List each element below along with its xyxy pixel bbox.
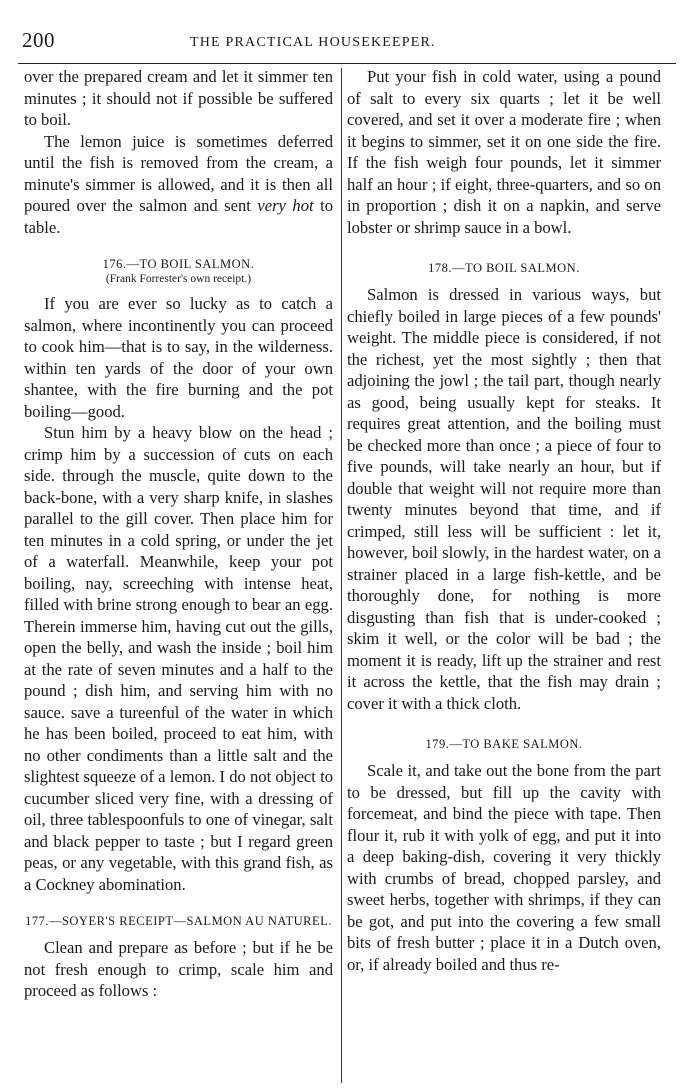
paragraph — [24, 131, 333, 239]
running-head: THE PRACTICAL HOUSEKEEPER. — [190, 35, 436, 50]
paragraph: over the prepared cream and let it simmer ten minutes ; it should not if possible be suffered to boil. — [24, 67, 333, 129]
paragraph-text: The lemon juice is sometimes deferred until the fish is removed from the cream, a minute's simmer is allowed, and it is then all poured over the salmon and sent — [24, 131, 333, 215]
paragraph: Salmon is dressed in various ways, but chiefly boiled in large pieces of a few pounds' weight. The middle piece is considered, if not the richest, yet the most sightly ; then that adjoining the jowl ; the tail part, though nearly as good, being usually kept for steaks. It requires great attention, and the boiling must be checked more than once ; a piece of four to five pounds, will take nearly an hour, but if double that weight will not require more than twenty minutes beyond that time, and if crimped, still less will be sufficient : let it, however, boil slowly, in the hardest water, on a strainer placed in a large fish-kettle, and be thoroughly done, for nothing is more disgusting than fish that is under-cooked ; skim it well, or the color will be bad ; the moment it is ready, lift up the strainer and rest it across the kettle, that the fish may drain ; cover it with a thick cloth. — [347, 285, 661, 713]
recipe-heading: 179.—TO BAKE SALMON. — [425, 737, 583, 751]
recipe-heading: 178.—TO BOIL SALMON. — [428, 261, 580, 275]
page-number: 200 — [22, 28, 55, 52]
recipe-heading: 177.—SOYER'S RECEIPT—SALMON AU NATUREL. — [25, 914, 332, 928]
right-column — [347, 66, 661, 975]
paragraph: Put your fish in cold water, using a pound of salt to every six quarts ; let it be well covered, and set it over a moderate fire ; when it begins to simmer, set it on one side the fire. If the fish weigh four pounds, let it simmer half an hour ; if eight, three-quarters, and so on in proportion ; dish it on a napkin, and serve lobster or shrimp sauce in a bowl. — [347, 67, 661, 237]
left-column — [24, 66, 333, 1002]
recipe-subheading: (Frank Forrester's own receipt.) — [105, 273, 252, 285]
page-header — [22, 28, 670, 62]
paragraph-text: to table. — [24, 196, 333, 237]
recipe-heading: 176.—TO BOIL SALMON. — [102, 257, 255, 271]
paragraph: Clean and prepare as before ; but if he be not fresh enough to crimp, scale him and proceed as follows : — [24, 938, 333, 1000]
paragraph: If you are ever so lucky as to catch a salmon, where incontinently you can proceed to cook him—that is to say, in the wilderness. within ten yards of the door of your own shantee, with the fire burning and the pot boiling—good. — [24, 294, 333, 421]
emphasis-text: very hot — [257, 196, 314, 215]
column-divider — [341, 68, 342, 1083]
paragraph: Scale it, and take out the bone from the part to be dressed, but fill up the cavity with forcemeat, and bind the piece with tape. Then flour it, rub it with yolk of egg, and put it into a deep baking-dish, covering it very thickly with crumbs of bread, chopped parsley, and sweet herbs, together with shrimps, if they can be got, and put into the covering a few small bits of fresh butter ; place it in a Dutch oven, or, if already boiled and thus re- — [347, 761, 661, 974]
header-rule — [18, 63, 676, 64]
paragraph: Stun him by a heavy blow on the head ; crimp him by a succession of cuts on each side. through the muscle, quite down to the back-bone, with a very sharp knife, in slashes parallel to the gill cover. Then place him for ten minutes in a cold spring, or under the jet of a waterfall. Meanwhile, keep your pot boiling, nay, screeching with intense heat, filled with brine strong enough to bear an egg. Therein immerse him, having cut out the gills, open the belly, and wash the inside ; boil him at the rate of seven minutes and a half to the pound ; dish him, and serving him with no sauce. save a tureenful of the water in which he has been boiled, proceed to eat him, with no other condiments than a little salt and the slightest squeeze of a lemon. I do not object to cucumber sliced very fine, with a dressing of oil, three tablespoonfuls to one of vinegar, salt and black pepper to taste ; but I regard green peas, or any vegetable, with this grand fish, as a Cockney abomination. — [24, 423, 333, 894]
